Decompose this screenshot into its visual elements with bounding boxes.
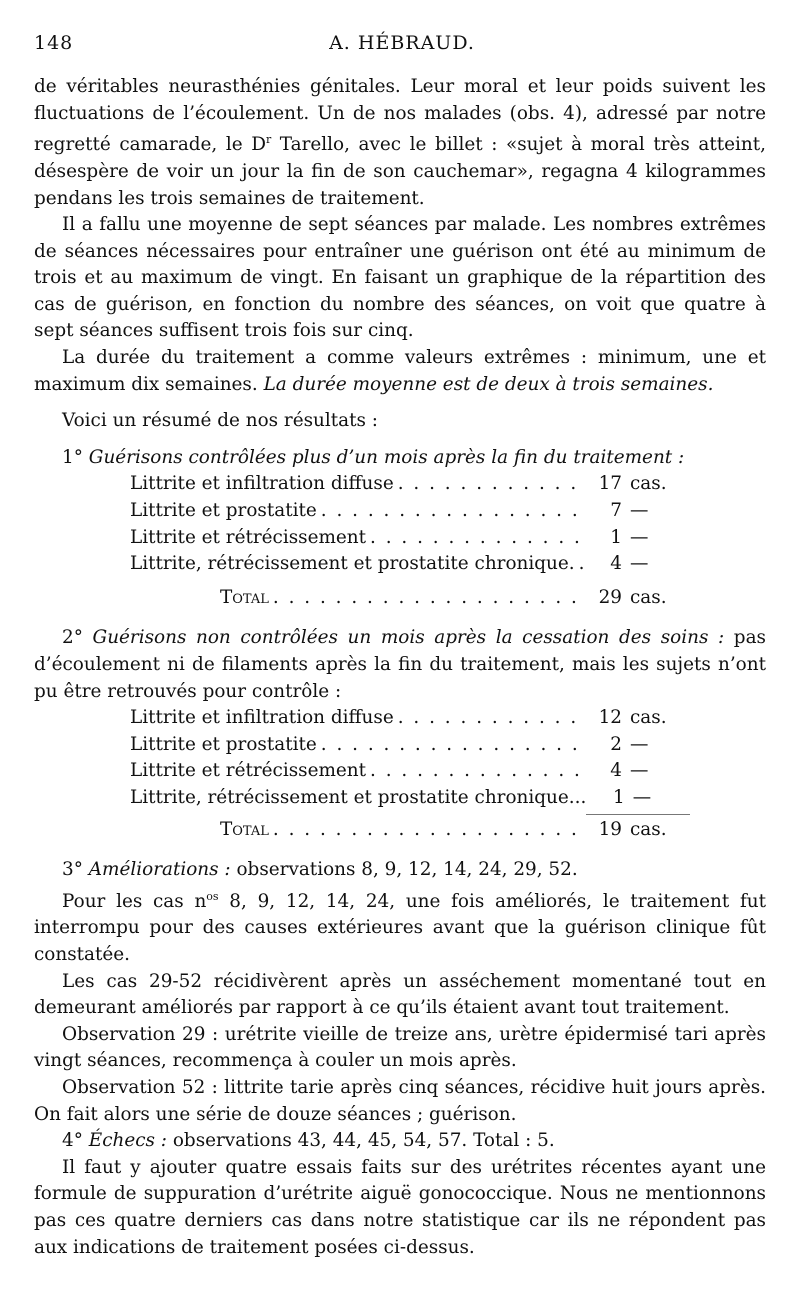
paragraph-3: La durée du traitement a comme valeurs extrêmes : minimum, une et maximum dix semaines. La durée moyenne est de deux à trois semaines. [34, 347, 766, 395]
section-4-heading: 4° Échecs : observations 43, 44, 45, 54, 57. Total : 5. [62, 1130, 555, 1152]
section-3-heading: 3° Améliorations : observations 8, 9, 12, 14, 24, 29, 52. [62, 859, 578, 881]
section-3-paragraph-a: Pour les cas $n^{os}$ 8, 9, 12, 14, 24, une fois améliorés, le traitement fut interrompu pour des causes extérieures avant que la guérison clinique fût constatée. [34, 889, 767, 966]
section-2-heading: 2° Guérisons non contrôlées un mois après la cessation des soins : pas d’écoulement ni de filaments après la fin du traitement, mais les sujets n’ont pu être retrouvés pour contrôle : [34, 627, 766, 702]
table-row: Littrite, rétrécissement et prostatite chronique... 1 — [130, 786, 652, 808]
running-header [34, 32, 770, 62]
section-3-paragraph-c: Observation 29 : urétrite vieille de treize ans, urètre épidermisé tari après vingt séances, recommença à couler un mois après. [34, 1023, 766, 1072]
average-duration-italic: La durée moyenne est de deux à trois semaines. [263, 373, 714, 395]
running-title: A. HÉBRAUD. [329, 32, 475, 54]
table-row: Littrite et rétrécissement . . . 4 — [130, 758, 686, 785]
table-row: Littrite et infiltration diffuse . . . 12 cas. [130, 705, 686, 732]
total-row: Total . . . 19 cas. [220, 817, 686, 844]
table-row: Littrite et prostatite . . . 7 — [130, 498, 686, 525]
table-row: Littrite et rétrécissement . . . 1 — [130, 525, 686, 552]
section-1-table [34, 471, 766, 611]
table-row: Littrite, rétrécissement et prostatite chronique. . . . 4 — [130, 551, 686, 578]
section-3-paragraph-b: Les cas 29-52 récidivèrent après un asséchement momentané tout en demeurant améliorés par rapport à ce qu’ils étaient avant tout traitement. [34, 970, 766, 1019]
paragraph-2: Il a fallu une moyenne de sept séances par malade. Les nombres extrêmes de séances nécessaires pour entraîner une guérison ont été au minimum de trois et au maximum de vingt. En faisant un graphique de la répartition des cas de guérison, en fonction du nombre des séances, on voit que quatre à sept séances suffisent trois fois sur cinq. [34, 214, 766, 342]
table-row: Littrite et infiltration diffuse . . . 17 cas. [130, 471, 686, 498]
results-intro: Voici un résumé de nos résultats : [62, 410, 378, 432]
section-2-table [34, 705, 766, 843]
table-row: Littrite et prostatite . . . 2 — [130, 732, 686, 759]
paragraph-final: Il faut y ajouter quatre essais faits sur des urétrites récentes ayant une formule de suppuration d’urétrite aiguë gonococcique. Nous ne mentionnons pas ces quatre derniers cas dans notre statistique car ils ne répondent pas aux indications de traitement posées ci-dessus. [34, 1156, 766, 1258]
section-1-heading: 1° Guérisons contrôlées plus d’un mois après la fin du traitement : [62, 446, 685, 468]
page-number: 148 [34, 32, 74, 54]
total-divider [586, 814, 690, 815]
section-3-paragraph-d: Observation 52 : littrite tarie après cinq séances, récidive huit jours après. On fait alors une série de douze séances ; guérison. [34, 1077, 766, 1125]
total-row: Total . . . 29 cas. [220, 585, 686, 612]
paragraph-1: de véritables neurasthénies génitales. Leur moral et leur poids suivent les fluctuations de l’écoulement. Un de nos malades (obs. 4), adressé par notre regretté camarade, le $D^r$ Tarello, avec le billet : «sujet à moral très atteint, désespère de voir un jour la fin de son cauchemar», regagna 4 kilogrammes pendans les trois semaines de traitement. [34, 76, 766, 209]
page-body [34, 74, 766, 1261]
